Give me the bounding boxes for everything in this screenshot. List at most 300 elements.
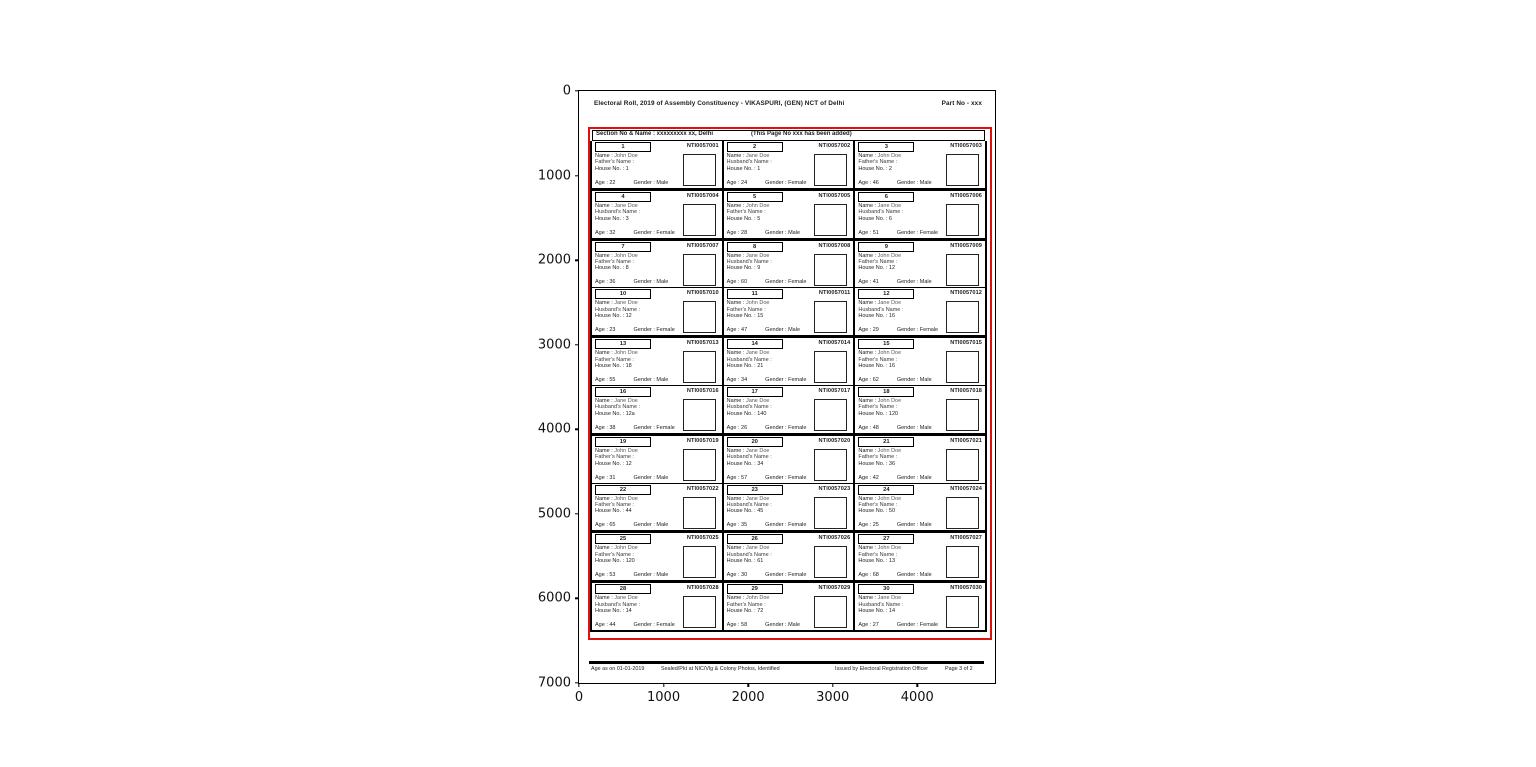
age-gender-field xyxy=(595,622,675,628)
epic-number: NTI0057003 xyxy=(950,143,983,149)
relation-field: Father's Name : xyxy=(858,551,898,558)
epic-number: NTI0057020 xyxy=(818,437,851,444)
voter-card xyxy=(592,533,724,580)
voter-fields xyxy=(595,545,687,564)
age-value: Age : 53 xyxy=(595,572,616,579)
epic-number: NTI0057012 xyxy=(950,290,983,297)
voter-row xyxy=(592,338,985,386)
age-value: Age : 47 xyxy=(726,327,748,334)
y-tick-label: 2000 xyxy=(537,252,571,268)
x-tick-label: 0 xyxy=(574,690,584,705)
epic-number: NTI0057021 xyxy=(950,437,983,444)
gender-value: Gender : Male xyxy=(896,279,932,286)
x-tick-mark xyxy=(663,683,664,687)
relation-field: Father's Name : xyxy=(858,259,898,265)
voter-card xyxy=(724,141,856,188)
serial-number: 17 xyxy=(727,387,783,397)
name-field: Name : John Doe xyxy=(726,300,770,307)
epic-number: NTI0057010 xyxy=(686,290,719,297)
y-tick-label: 3000 xyxy=(537,337,571,353)
voter-card xyxy=(724,241,856,288)
epic-number: NTI0057007 xyxy=(686,242,719,249)
age-value: Age : 35 xyxy=(726,522,748,529)
gender-value: Gender : Male xyxy=(633,522,669,529)
photo-box xyxy=(683,351,716,383)
age-value: Age : 65 xyxy=(595,522,616,529)
voter-card xyxy=(724,191,856,238)
relation-field: Father's Name : xyxy=(726,209,766,216)
photo-box xyxy=(683,399,716,431)
serial-number: 9 xyxy=(858,242,914,252)
relation-field: Father's Name : xyxy=(726,306,766,313)
house-field: House No. : 1 xyxy=(726,165,761,172)
voter-fields xyxy=(595,203,687,222)
age-gender-field xyxy=(595,377,668,383)
y-tick-label: 6000 xyxy=(537,590,571,606)
voter-fields xyxy=(595,153,687,172)
voter-fields xyxy=(595,448,687,467)
voter-fields xyxy=(858,253,950,272)
photo-box xyxy=(946,204,979,236)
age-value: Age : 57 xyxy=(726,474,748,481)
voter-fields xyxy=(858,153,950,172)
name-field: Name : Jane Doe xyxy=(726,153,770,159)
voter-fields xyxy=(595,398,687,417)
voter-card xyxy=(724,386,856,433)
serial-number: 6 xyxy=(858,192,914,202)
age-gender-field xyxy=(595,230,675,236)
age-value: Age : 29 xyxy=(858,327,879,334)
photo-box xyxy=(946,154,979,186)
epic-number: NTI0057009 xyxy=(950,242,983,249)
epic-number: NTI0057004 xyxy=(686,192,719,199)
voter-fields xyxy=(727,153,819,172)
photo-box xyxy=(683,546,716,578)
epic-number: NTI0057014 xyxy=(818,340,851,347)
photo-box xyxy=(814,351,847,383)
voter-row xyxy=(592,141,985,191)
epic-number: NTI0057029 xyxy=(818,585,851,592)
voter-card xyxy=(855,241,985,288)
house-field: House No. : 61 xyxy=(726,558,764,565)
age-gender-field xyxy=(858,279,931,285)
voter-card xyxy=(855,436,985,483)
voter-fields xyxy=(858,595,950,614)
serial-number: 1 xyxy=(595,142,651,152)
house-field: House No. : 36 xyxy=(858,460,896,467)
footer-age-note: Age as on 01-01-2019 xyxy=(591,666,645,672)
voter-fields xyxy=(727,398,819,417)
house-field: House No. : 45 xyxy=(726,508,764,515)
age-value: Age : 34 xyxy=(726,376,748,383)
document-header xyxy=(594,100,982,107)
house-field: House No. : 44 xyxy=(595,508,632,515)
serial-number: 22 xyxy=(595,485,651,495)
gender-value: Gender : Female xyxy=(633,229,675,236)
age-value: Age : 31 xyxy=(595,474,616,481)
house-field: House No. : 15 xyxy=(726,313,764,320)
age-value: Age : 27 xyxy=(858,621,879,628)
photo-box xyxy=(814,546,847,578)
epic-number: NTI0057001 xyxy=(686,143,719,149)
name-field: Name : John Doe xyxy=(595,495,638,502)
serial-number: 12 xyxy=(858,289,914,299)
voter-card xyxy=(724,338,856,385)
house-field: House No. : 72 xyxy=(726,607,764,614)
epic-number: NTI0057023 xyxy=(818,485,851,492)
epic-number: NTI0057008 xyxy=(818,242,851,249)
y-tick-label: 1000 xyxy=(537,168,571,184)
age-gender-field xyxy=(858,180,931,186)
age-value: Age : 55 xyxy=(595,376,616,383)
voter-fields xyxy=(858,398,950,417)
photo-box xyxy=(683,449,716,481)
name-field: Name : John Doe xyxy=(858,447,902,454)
name-field: Name : Jane Doe xyxy=(595,595,638,602)
gender-value: Gender : Female xyxy=(896,327,939,334)
gender-value: Gender : Female xyxy=(765,179,807,186)
house-field: House No. : 12 xyxy=(595,460,632,467)
age-value: Age : 28 xyxy=(726,229,748,236)
serial-number: 28 xyxy=(595,584,651,594)
age-gender-field xyxy=(727,522,807,528)
age-value: Age : 62 xyxy=(858,376,879,383)
voter-card xyxy=(724,436,856,483)
photo-box xyxy=(814,154,847,186)
name-field: Name : John Doe xyxy=(595,252,638,259)
age-value: Age : 46 xyxy=(858,179,879,186)
voter-table xyxy=(590,141,987,632)
age-gender-field xyxy=(595,475,668,481)
name-field: Name : John Doe xyxy=(726,595,770,602)
age-value: Age : 48 xyxy=(858,424,879,431)
age-gender-field xyxy=(595,572,668,578)
voter-fields xyxy=(727,448,819,467)
document-title: Electoral Roll, 2019 of Assembly Constituency - VIKASPURI, (GEN) NCT of Delhi xyxy=(594,100,845,107)
house-field: House No. : 12a xyxy=(595,410,635,417)
voter-card xyxy=(855,288,985,335)
relation-field: Father's Name : xyxy=(858,356,898,363)
page-added-note: (This Page No xxx has been added) xyxy=(751,131,852,137)
age-gender-field xyxy=(858,572,931,578)
x-tick-label: 4000 xyxy=(900,690,934,705)
voter-card xyxy=(855,338,985,385)
serial-number: 26 xyxy=(727,534,783,544)
name-field: Name : Jane Doe xyxy=(726,350,770,357)
voter-fields xyxy=(595,253,687,272)
house-field: House No. : 16 xyxy=(858,313,896,320)
age-value: Age : 32 xyxy=(595,229,616,236)
house-field: House No. : 16 xyxy=(858,363,896,369)
voter-card xyxy=(592,583,724,630)
gender-value: Gender : Female xyxy=(765,474,807,481)
voter-row xyxy=(592,241,985,289)
x-tick-mark xyxy=(747,683,748,687)
age-gender-field xyxy=(727,279,807,285)
relation-field: Father's Name : xyxy=(595,551,634,558)
relation-field: Father's Name : xyxy=(595,454,634,461)
relation-field: Husband's Name : xyxy=(858,601,904,608)
gender-value: Gender : Male xyxy=(633,572,669,579)
epic-number: NTI0057025 xyxy=(686,535,719,542)
age-gender-field xyxy=(727,230,800,236)
photo-box xyxy=(814,301,847,333)
relation-field: Father's Name : xyxy=(858,454,898,461)
voter-fields xyxy=(727,496,819,515)
voter-card xyxy=(855,386,985,433)
serial-number: 27 xyxy=(858,534,914,544)
voter-card xyxy=(855,484,985,531)
age-gender-field xyxy=(727,572,807,578)
house-field: House No. : 1 xyxy=(595,165,629,172)
age-value: Age : 42 xyxy=(858,474,879,481)
gender-value: Gender : Female xyxy=(633,327,675,334)
relation-field: Father's Name : xyxy=(858,159,898,166)
serial-number: 5 xyxy=(727,192,783,202)
y-tick-label: 4000 xyxy=(537,421,571,437)
name-field: Name : John Doe xyxy=(858,397,902,404)
voter-fields xyxy=(858,448,950,467)
name-field: Name : John Doe xyxy=(858,545,902,552)
relation-field: Husband's Name : xyxy=(726,501,772,508)
house-field: House No. : 140 xyxy=(726,410,767,417)
age-gender-field xyxy=(727,475,807,481)
relation-field: Husband's Name : xyxy=(726,259,772,265)
section-title: Section No & Name : xxxxxxxxx xx, Delhi xyxy=(596,131,714,137)
age-value: Age : 24 xyxy=(726,179,748,186)
y-tick-label: 7000 xyxy=(537,675,571,691)
epic-number: NTI0057016 xyxy=(686,387,719,394)
name-field: Name : John Doe xyxy=(595,545,638,552)
name-field: Name : Jane Doe xyxy=(858,202,902,209)
serial-number: 21 xyxy=(858,437,914,447)
footer-seal-note: Sealed/Pkt at NIC/Vlg & Colony Photos, Identified xyxy=(661,666,780,672)
house-field: House No. : 14 xyxy=(595,607,632,614)
gender-value: Gender : Female xyxy=(765,522,807,529)
photo-box xyxy=(683,497,716,529)
photo-box xyxy=(946,546,979,578)
voter-card xyxy=(855,533,985,580)
photo-box xyxy=(946,301,979,333)
age-value: Age : 68 xyxy=(858,572,879,579)
age-gender-field xyxy=(595,180,668,186)
house-field: House No. : 50 xyxy=(858,508,896,515)
name-field: Name : Jane Doe xyxy=(595,202,638,209)
serial-number: 24 xyxy=(858,485,914,495)
age-gender-field xyxy=(595,425,675,431)
serial-number: 3 xyxy=(858,142,914,152)
epic-number: NTI0057015 xyxy=(950,340,983,347)
voter-fields xyxy=(595,595,687,614)
gender-value: Gender : Female xyxy=(765,424,807,431)
gender-value: Gender : Female xyxy=(633,621,675,628)
house-field: House No. : 5 xyxy=(726,215,761,222)
relation-field: Husband's Name : xyxy=(726,551,772,558)
age-value: Age : 26 xyxy=(726,424,748,431)
name-field: Name : Jane Doe xyxy=(858,595,902,602)
photo-box xyxy=(946,399,979,431)
serial-number: 20 xyxy=(727,437,783,447)
house-field: House No. : 34 xyxy=(726,460,764,467)
gender-value: Gender : Male xyxy=(765,621,801,628)
house-field: House No. : 3 xyxy=(595,215,629,222)
serial-number: 14 xyxy=(727,339,783,349)
gender-value: Gender : Male xyxy=(633,179,669,186)
name-field: Name : Jane Doe xyxy=(858,300,902,307)
age-gender-field xyxy=(727,327,800,333)
relation-field: Husband's Name : xyxy=(726,159,772,166)
voter-card xyxy=(855,141,985,188)
footer-page-number: Page 3 of 2 xyxy=(945,666,973,672)
name-field: Name : Jane Doe xyxy=(595,397,638,404)
age-value: Age : 41 xyxy=(858,279,879,286)
voter-fields xyxy=(595,496,687,515)
serial-number: 18 xyxy=(858,387,914,397)
document-footer xyxy=(589,661,984,675)
gender-value: Gender : Male xyxy=(896,572,932,579)
x-tick-label: 3000 xyxy=(816,690,850,705)
name-field: Name : Jane Doe xyxy=(595,300,638,307)
photo-box xyxy=(946,351,979,383)
voter-card xyxy=(724,533,856,580)
photo-box xyxy=(946,497,979,529)
photo-box xyxy=(683,154,716,186)
voter-fields xyxy=(858,545,950,564)
voter-card xyxy=(592,386,724,433)
relation-field: Husband's Name : xyxy=(595,404,641,411)
plot-axes xyxy=(537,83,996,705)
name-field: Name : Jane Doe xyxy=(726,545,770,552)
age-gender-field xyxy=(727,377,807,383)
voter-fields xyxy=(858,203,950,222)
voter-card xyxy=(592,484,724,531)
footer-officer-note: Issued by Electoral Registration Officer xyxy=(835,666,929,672)
age-gender-field xyxy=(858,475,931,481)
photo-box xyxy=(946,449,979,481)
gender-value: Gender : Female xyxy=(765,376,807,383)
gender-value: Gender : Male xyxy=(896,522,932,529)
photo-box xyxy=(814,399,847,431)
gender-value: Gender : Female xyxy=(765,279,807,286)
photo-box xyxy=(683,301,716,333)
house-field: House No. : 12 xyxy=(595,313,632,320)
photo-box xyxy=(946,596,979,628)
voter-fields xyxy=(858,496,950,515)
name-field: Name : Jane Doe xyxy=(726,397,770,404)
epic-number: NTI0057026 xyxy=(818,535,851,542)
house-field: House No. : 18 xyxy=(595,363,632,369)
serial-number: 30 xyxy=(858,584,914,594)
age-gender-field xyxy=(727,622,800,628)
gender-value: Gender : Male xyxy=(896,474,932,481)
relation-field: Husband's Name : xyxy=(726,356,772,363)
gender-value: Gender : Female xyxy=(633,424,675,431)
age-value: Age : 23 xyxy=(595,327,616,334)
epic-number: NTI0057017 xyxy=(818,387,851,394)
serial-number: 11 xyxy=(727,289,783,299)
age-value: Age : 58 xyxy=(726,621,748,628)
relation-field: Husband's Name : xyxy=(726,404,772,411)
x-tick-mark xyxy=(917,683,918,687)
voter-row xyxy=(592,191,985,241)
photo-box xyxy=(814,497,847,529)
photo-box xyxy=(683,204,716,236)
house-field: House No. : 120 xyxy=(858,410,899,417)
voter-fields xyxy=(727,253,819,272)
voter-row xyxy=(592,386,985,436)
age-gender-field xyxy=(858,230,938,236)
name-field: Name : Jane Doe xyxy=(726,447,770,454)
voter-fields xyxy=(727,350,819,369)
house-field: House No. : 2 xyxy=(858,165,892,172)
serial-number: 13 xyxy=(595,339,651,349)
age-gender-field xyxy=(595,522,668,528)
epic-number: NTI0057019 xyxy=(686,437,719,444)
voter-row xyxy=(592,288,985,338)
voter-fields xyxy=(858,300,950,319)
serial-number: 8 xyxy=(727,242,783,252)
age-value: Age : 25 xyxy=(858,522,879,529)
epic-number: NTI0057005 xyxy=(818,192,851,199)
relation-field: Father's Name : xyxy=(595,259,634,265)
age-value: Age : 22 xyxy=(595,179,616,186)
voter-card xyxy=(724,583,856,630)
name-field: Name : John Doe xyxy=(595,153,638,159)
name-field: Name : John Doe xyxy=(726,202,770,209)
epic-number: NTI0057002 xyxy=(818,143,851,149)
relation-field: Husband's Name : xyxy=(858,306,904,313)
serial-number: 10 xyxy=(595,289,651,299)
house-field: House No. : 14 xyxy=(858,607,896,614)
relation-field: Husband's Name : xyxy=(726,454,772,461)
voter-fields xyxy=(727,545,819,564)
voter-card xyxy=(592,338,724,385)
epic-number: NTI0057028 xyxy=(686,585,719,592)
gender-value: Gender : Male xyxy=(765,327,801,334)
relation-field: Father's Name : xyxy=(726,601,766,608)
voter-row xyxy=(592,583,985,630)
name-field: Name : Jane Doe xyxy=(726,252,770,259)
gender-value: Gender : Male xyxy=(633,474,669,481)
voter-row xyxy=(592,533,985,583)
voter-card xyxy=(855,583,985,630)
relation-field: Husband's Name : xyxy=(595,306,641,313)
serial-number: 25 xyxy=(595,534,651,544)
serial-number: 2 xyxy=(727,142,783,152)
epic-number: NTI0057018 xyxy=(950,387,983,394)
photo-box xyxy=(814,596,847,628)
relation-field: Husband's Name : xyxy=(858,209,904,216)
name-field: Name : John Doe xyxy=(858,350,902,357)
age-gender-field xyxy=(595,279,668,285)
age-value: Age : 51 xyxy=(858,229,879,236)
relation-field: Father's Name : xyxy=(595,356,634,363)
name-field: Name : John Doe xyxy=(595,350,638,357)
house-field: House No. : 21 xyxy=(726,363,764,369)
age-gender-field xyxy=(727,425,807,431)
voter-card xyxy=(592,436,724,483)
voter-card xyxy=(592,241,724,288)
x-tick-mark xyxy=(578,683,579,687)
age-gender-field xyxy=(858,327,938,333)
epic-number: NTI0057013 xyxy=(686,340,719,347)
relation-field: Husband's Name : xyxy=(595,209,641,216)
age-gender-field xyxy=(858,377,931,383)
photo-box xyxy=(814,449,847,481)
photo-box xyxy=(683,254,716,286)
house-field: House No. : 12 xyxy=(858,265,896,272)
age-value: Age : 38 xyxy=(595,424,616,431)
